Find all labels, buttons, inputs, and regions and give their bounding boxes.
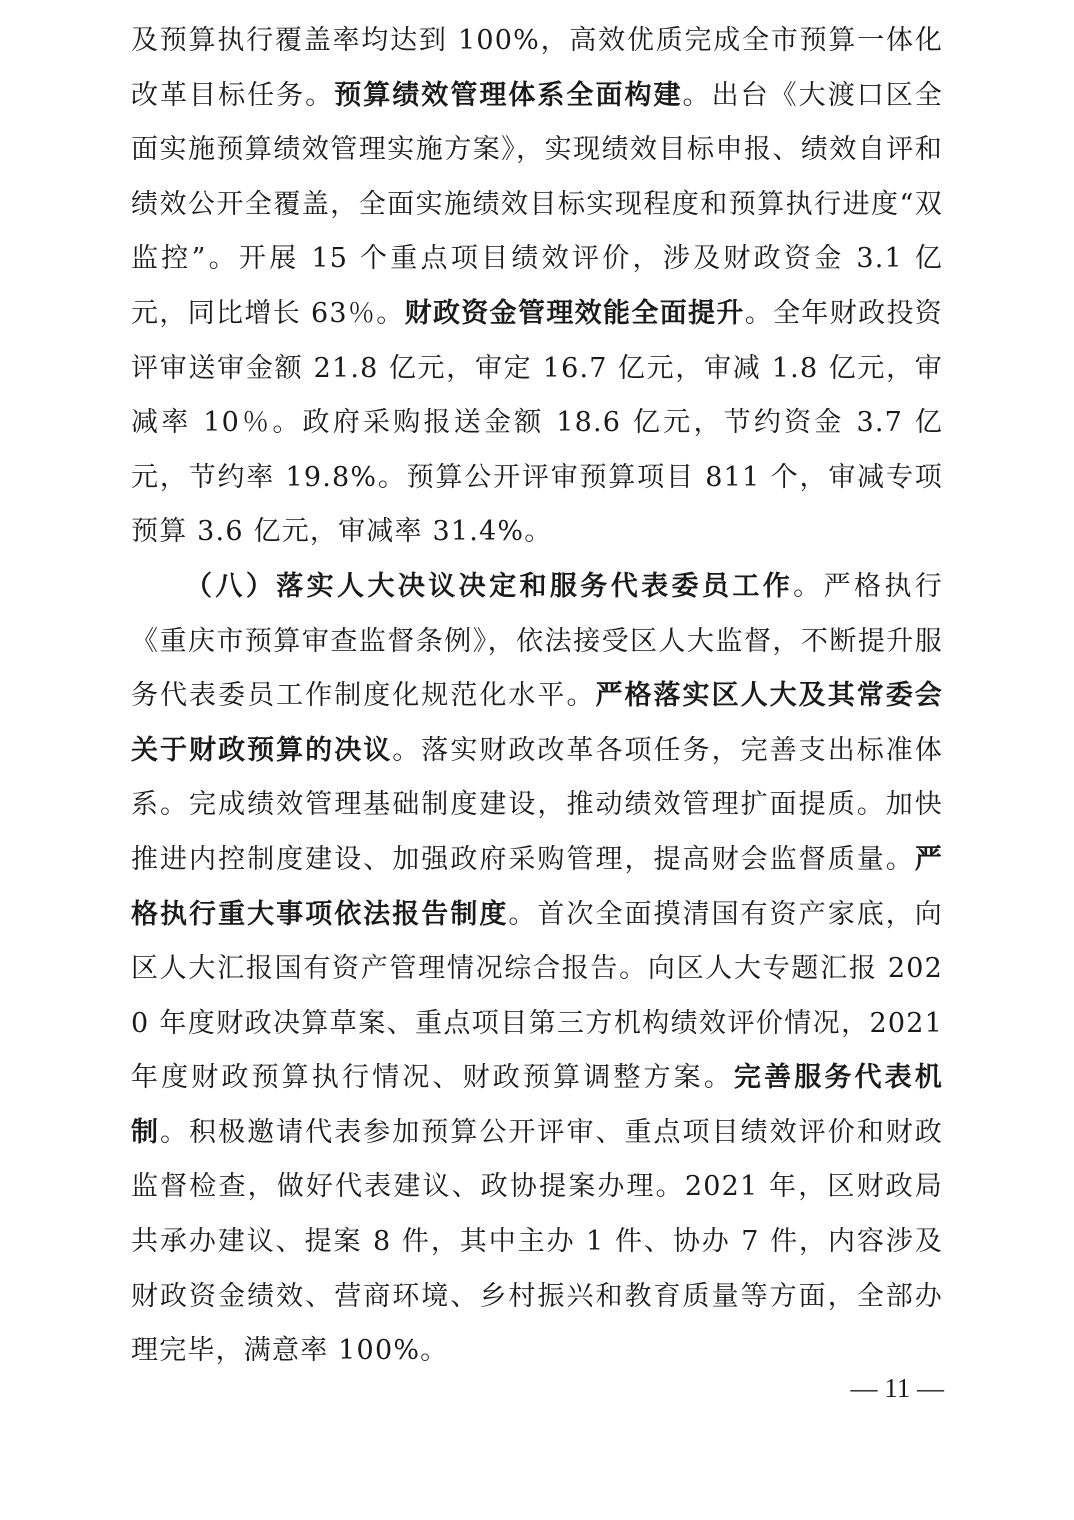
paragraph-budget-performance — [131, 14, 943, 560]
text-segment: 。全年财政投资评审送审金额 21.8 亿元，审定 16.7 亿元，审减 1.8 亿元，审减率 10％。政府采购报送金额 18.6 亿元，节约资金 3.7 亿元，节约率 19.8%。预算公开评审预算项目 811 个，审减专项预算 3.6 亿元，审减率 31.4%。 — [131, 297, 944, 548]
bold-heading-reporting-system: 严格执行重大事项依法报告制度 — [131, 843, 943, 930]
text-segment: 及预算执行覆盖率均达到 100%，高效优质完成全市预算一体化改革目标任务。 — [131, 25, 943, 111]
body-text — [131, 14, 943, 1379]
text-segment: 。积极邀请代表参加预算公开评审、重点项目绩效评价和财政监督检查，做好代表建议、政协提案办理。2021 年，区财政局共承办建议、提案 8 件，其中主办 1 件、协办 7 件，内容涉及财政资金绩效、营商环境、乡村振兴和教育质量等方面，全部办理完毕，满意率 100%。 — [131, 1116, 943, 1367]
section-heading-eight: （八）落实人大决议决定和服务代表委员工作 — [185, 570, 794, 602]
page-number: — 11 — — [850, 1373, 944, 1403]
text-segment: 。首次全面摸清国有资产家底，向区人大汇报国有资产管理情况综合报告。向区人大专题汇报 2020 年度财政决算草案、重点项目第三方机构绩效评价情况，2021 年度财政预算执行情况、财政预算调整方案。 — [131, 898, 943, 1094]
text-segment: 。落实财政改革各项任务，完善支出标准体系。完成绩效管理基础制度建设，推动绩效管理扩面提质。加快推进内控制度建设、加强政府采购管理，提高财会监督质量。 — [131, 734, 943, 875]
text-segment: 。出台《大渡口区全面实施预算绩效管理实施方案》，实现绩效目标申报、绩效自评和绩效公开全覆盖，全面实施绩效目标实现程度和预算执行进度“双监控”。开展 15 个重点项目绩效评价，涉及财政资金 3.1 亿元，同比增长 63％。 — [131, 79, 943, 329]
bold-heading-implement-resolutions: 严格落实区人大及其常委会关于财政预算的决议 — [131, 680, 943, 766]
paragraph-npc-resolutions — [131, 560, 943, 1379]
bold-heading-performance-system: 预算绩效管理体系全面构建 — [334, 79, 683, 111]
bold-heading-fund-management: 财政资金管理效能全面提升 — [404, 297, 745, 329]
bold-heading-service-mechanism: 完善服务代表机制 — [131, 1062, 943, 1148]
text-segment: 。严格执行《重庆市预算审查监督条例》，依法接受区人大监督，不断提升服务代表委员工作制度化规范化水平。 — [131, 570, 944, 712]
